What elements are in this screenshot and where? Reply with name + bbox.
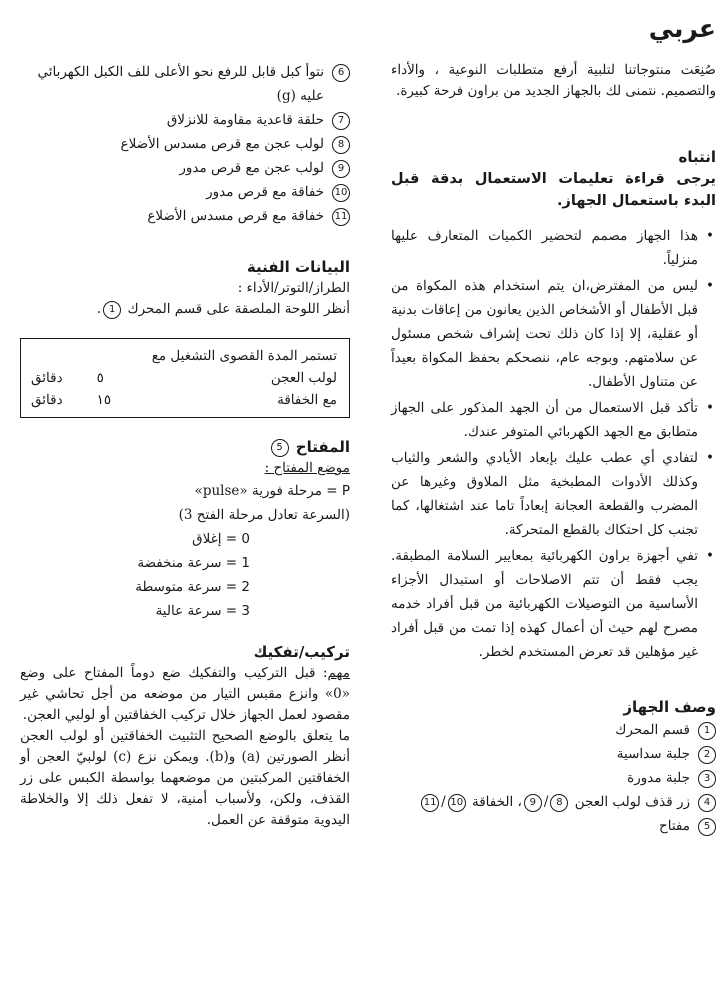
list-item xyxy=(20,204,350,228)
switch-code: 0 xyxy=(241,531,250,547)
switch-position-label: موضع المفتاح : xyxy=(264,460,350,476)
switch-title-text: المفتاح xyxy=(295,438,350,456)
technical-line xyxy=(20,299,350,320)
number-badge: 8 xyxy=(332,136,350,154)
number-badge: 11 xyxy=(421,794,439,812)
switch-line xyxy=(20,551,350,575)
switch-title xyxy=(20,436,350,458)
switch-code: 2 xyxy=(241,579,250,595)
number-badge: 5 xyxy=(698,818,716,836)
switch-code: P xyxy=(341,483,350,499)
switch-text: = مرحلة فورية «pulse» xyxy=(194,483,338,499)
number-badge: 1 xyxy=(698,722,716,740)
number-badge: 1 xyxy=(103,301,121,319)
description-list xyxy=(391,718,716,838)
switch-text: = إغلاق xyxy=(192,531,238,547)
number-badge: 6 xyxy=(332,64,350,82)
important-label: مهم xyxy=(327,665,350,681)
list-item xyxy=(20,156,350,180)
item-text: نتوأ كبل قابل للرفع نحو الأعلى للف الكبل الكهربائي عليه (g) xyxy=(37,64,324,104)
list-item xyxy=(20,60,350,108)
switch-text: (السرعة تعادل مرحلة الفتح 3) xyxy=(178,507,350,523)
safety-list xyxy=(391,224,716,664)
description-title: وصف الجهاز xyxy=(623,698,716,716)
item-text: جلبة سداسية xyxy=(616,746,690,762)
number-badge: 3 xyxy=(698,770,716,788)
number-badge: 8 xyxy=(550,794,568,812)
switch-line xyxy=(20,575,350,599)
list-item: • تأكد قبل الاستعمال من أن الجهد المذكور على الجهاز متطابق مع الجهد الكهربائي المتوفر عندك. xyxy=(391,396,716,444)
right-column xyxy=(391,60,716,838)
technical-period: . xyxy=(96,301,102,317)
row-value: ١٥ xyxy=(96,392,112,408)
list-item xyxy=(391,790,716,814)
list-item: • تفي أجهزة براون الكهربائية بمعايير السلامة المطبقة. يجب فقط أن تتم الاصلاحات أو استبدال الأجزاء الأساسية من التوصيلات الكهربائية من قبل أفراد خدمه مصرح لهم حيث أن أعمال كهذه إذا تمت من قبل أفراد غير مؤهلين قد تعرض المستخدم لخطر. xyxy=(391,544,716,664)
list-item: • لتفادي أي عطب عليك بإبعاد الأيادي والشعر والثياب وكذلك الأدوات المطبخية مثل الملاوق وغيرها عن المضرب والقطعة العجانة إبعاداً تاما عند اشتغالها، كما تجنب كل احتكاك بالقطع المتحركة. xyxy=(391,446,716,542)
item-text: لولب عجن مع قرص مسدس الأضلاع xyxy=(120,136,324,152)
switch-text: = سرعة عالية xyxy=(155,603,238,619)
item-text: لولب عجن مع قرص مدور xyxy=(179,160,324,176)
intro-paragraph: صُنِعَت منتوجاتنا لتلبية أرفع متطلبات النوعية ، والأداء والتصميم. نتمنى لك بالجهاز الجديد من براون فرحة كبيرة. xyxy=(391,62,716,99)
assembly-paragraph xyxy=(20,663,350,726)
list-item xyxy=(391,766,716,790)
number-badge: 7 xyxy=(332,112,350,130)
table-row xyxy=(31,389,337,411)
item-text: زر قذف لولب العجن 8/9، الخفاقة 10/11 xyxy=(419,790,690,814)
switch-text: = سرعة متوسطة xyxy=(135,579,238,595)
technical-title: البيانات الفنية xyxy=(246,258,350,276)
attention-title: انتباه xyxy=(678,148,716,166)
runtime-box xyxy=(20,338,350,418)
number-badge: 10 xyxy=(332,184,350,202)
row-label: لولب العجن xyxy=(270,370,337,386)
left-column xyxy=(20,60,350,831)
assembly-title: تركيب/تفكيك xyxy=(253,643,350,661)
switch-text: = سرعة منخفضة xyxy=(137,555,238,571)
number-badge: 9 xyxy=(332,160,350,178)
item-text-main: زر قذف لولب العجن xyxy=(574,794,690,810)
list-item: • ليس من المفترض،ان يتم استخدام هذه المكواة من قبل الأطفال أو الأشخاص الذين يعانون من إعاقات بدنية أو عقلية، إلا إذا كان ذلك تحت إشراف شخص مسئول عن سلامتهم. وبوجه عام، ننصحكم بحفظ المكواة بعيداً عن متناول الأطفال. xyxy=(391,274,716,394)
table-row xyxy=(31,367,337,389)
switch-code: 3 xyxy=(241,603,250,619)
assembly-paragraph: ما يتعلق بالوضع الصحيح التثبيت الخفاقتين أو لولب العجن أنظر الصورتين (a) و(b). ويمكن نزع (c) لولبيّ العجن أو الخفاقتين المركبتين من موضعهما بواسطة الكبس على زر القذف، ولكن، ولأسباب أمنية، لا تفعل ذلك إلا والخلاطة اليدوية متوقفة عن العمل. xyxy=(20,728,350,828)
switch-line xyxy=(20,503,350,527)
number-badge: 5 xyxy=(271,439,289,457)
number-badge: 9 xyxy=(524,794,542,812)
list-item xyxy=(20,108,350,132)
switch-code: 1 xyxy=(241,555,250,571)
technical-text: أنظر اللوحة الملصقة على قسم المحرك xyxy=(127,301,350,317)
item-text: مفتاح xyxy=(659,818,690,834)
assembly-text: : قبل التركيب والتفكيك ضع دوماً المفتاح على وضع «0» وانزع مقبس التيار من موضعه من أجل تحاشي غير مقصود لعمل الجهاز خلال تركيب الخفاقتين أو لولبي العجن. xyxy=(20,665,350,723)
parts-list xyxy=(20,60,350,228)
list-item xyxy=(20,132,350,156)
item-text: حلقة قاعدية مقاومة للانزلاق xyxy=(166,112,324,128)
item-text: خفاقة مع قرص مسدس الأضلاع xyxy=(147,208,324,224)
item-text: خفاقة مع قرص مدور xyxy=(206,184,324,200)
switch-line xyxy=(20,599,350,623)
row-label: مع الخفاقة xyxy=(277,392,337,408)
number-badge: 2 xyxy=(698,746,716,764)
list-item: • هذا الجهاز مصمم لتحضير الكميات المتعارف عليها منزلياً. xyxy=(391,224,716,272)
list-item xyxy=(20,180,350,204)
number-badge: 11 xyxy=(332,208,350,226)
list-item xyxy=(391,718,716,742)
switch-line xyxy=(20,527,350,551)
list-item xyxy=(391,742,716,766)
list-item xyxy=(391,814,716,838)
item-text: جلبة مدورة xyxy=(627,770,690,786)
language-title: عربي xyxy=(648,14,716,43)
technical-line: الطراز/التوتر/الأداء : xyxy=(237,280,350,296)
row-unit: دقائق xyxy=(31,392,63,408)
item-text: قسم المحرك xyxy=(615,722,690,738)
row-unit: دقائق xyxy=(31,370,63,386)
row-value: ٥ xyxy=(96,370,104,386)
item-text-mid: ، الخفاقة xyxy=(471,794,522,810)
number-badge: 10 xyxy=(448,794,466,812)
runtime-box-title: تستمر المدة القصوى التشغيل مع xyxy=(151,348,337,364)
number-badge: 4 xyxy=(698,794,716,812)
attention-text: يرجى قراءة تعليمات الاستعمال بدقة قبل البدء باستعمال الجهاز. xyxy=(391,171,716,209)
switch-line xyxy=(20,479,350,503)
